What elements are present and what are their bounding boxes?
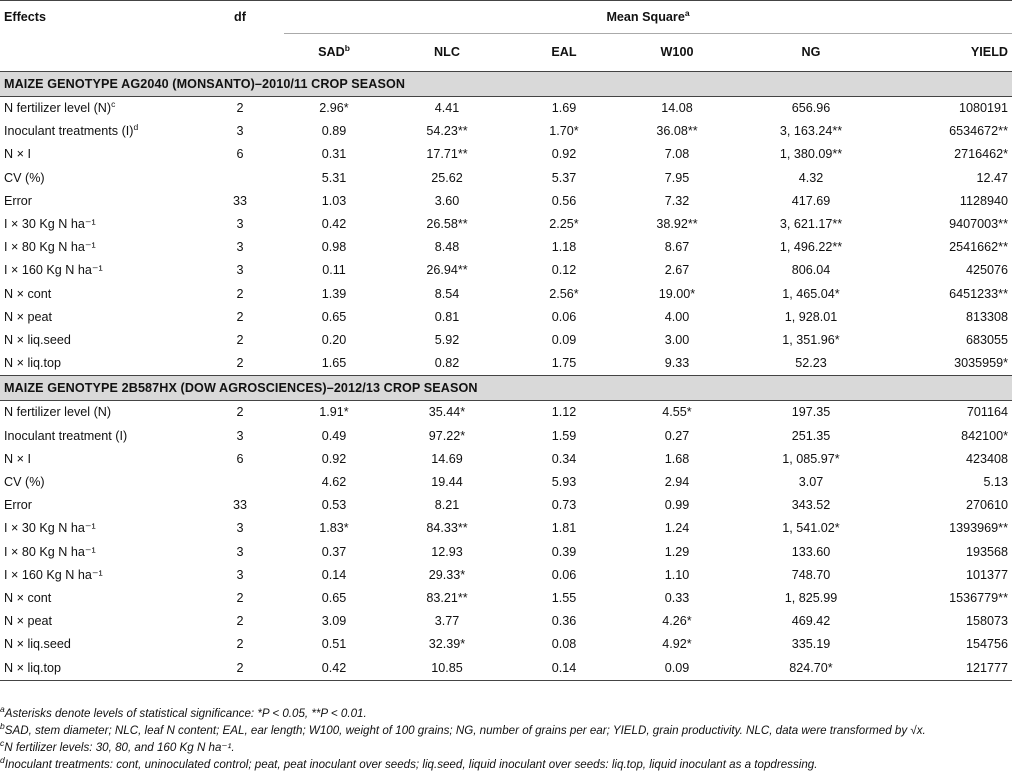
effect-cell	[0, 541, 196, 564]
eal-cell: 5.93	[551, 475, 577, 490]
sad-cell: 4.62	[321, 475, 347, 490]
table-footnotes	[0, 705, 1010, 773]
eal-cell: 0.56	[551, 193, 577, 208]
col-header-w100	[618, 34, 736, 72]
eal-cell: 1.59	[551, 428, 577, 443]
effect-cell	[0, 143, 196, 166]
effect-cell	[0, 352, 196, 376]
eal-cell: 0.12	[551, 263, 577, 278]
effect-label: CV (%)	[4, 170, 45, 185]
sad-cell: 0.65	[321, 591, 347, 606]
effect-label: Inoculant treatment (I)	[4, 428, 128, 443]
eal-cell: 0.09	[551, 333, 577, 348]
effect-label: N × cont	[4, 286, 52, 301]
eal-cell: 0.39	[551, 544, 577, 559]
effect-cell	[0, 425, 196, 448]
nlc-cell: 8.54	[434, 286, 460, 301]
effect-cell	[0, 306, 196, 329]
col-header-label: YIELD	[970, 45, 1008, 59]
sad-cell: 1.91*	[319, 405, 349, 420]
nlc-cell: 83.21**	[426, 591, 468, 606]
footnote-mark: a	[0, 704, 5, 714]
nlc-cell: 4.41	[434, 101, 460, 115]
col-header-label: SAD	[318, 45, 345, 59]
effect-cell	[0, 97, 196, 121]
col-header-eal	[510, 34, 618, 72]
section-title: MAIZE GENOTYPE AG2040 (MONSANTO)–2010/11 CROP SEASON	[0, 72, 1012, 97]
col-header-label: W100	[660, 45, 694, 59]
sad-cell: 0.53	[321, 498, 347, 513]
footnote	[0, 756, 1010, 773]
ng-cell: 656.96	[791, 101, 831, 115]
effect-cell	[0, 610, 196, 633]
effect-cell	[0, 587, 196, 610]
effect-cell	[0, 190, 196, 213]
ng-cell: 469.42	[791, 614, 831, 629]
yield-cell: 2716462*	[954, 147, 1008, 162]
effect-cell	[0, 401, 196, 425]
ng-cell: 417.69	[791, 193, 831, 208]
effect-cell	[0, 236, 196, 259]
ng-cell: 1, 825.99	[784, 591, 838, 606]
df-cell: 2	[236, 591, 244, 606]
effect-label: N × I	[4, 147, 31, 162]
effect-label: N × I	[4, 451, 31, 466]
effect-label: Error	[4, 498, 32, 513]
effect-label: N fertilizer level (N)	[4, 101, 112, 115]
nlc-cell: 25.62	[431, 170, 463, 185]
yield-cell: 2541662**	[949, 240, 1008, 255]
eal-cell: 1.81	[551, 521, 577, 536]
col-header-ng	[736, 34, 886, 72]
yield-cell: 1393969**	[949, 521, 1008, 536]
w100-cell: 19.00*	[658, 286, 696, 301]
df-cell: 33	[232, 498, 247, 513]
w100-cell: 4.00	[664, 309, 690, 324]
yield-cell: 193568	[965, 544, 1008, 559]
col-header-yield	[886, 34, 1012, 72]
table-row	[0, 610, 1012, 633]
table-row	[0, 120, 1012, 143]
df-cell: 3	[236, 240, 244, 255]
section-header-row	[0, 72, 1012, 97]
table-row	[0, 236, 1012, 259]
df-cell: 3	[236, 544, 244, 559]
eal-cell: 0.34	[551, 451, 577, 466]
w100-cell: 1.29	[664, 544, 690, 559]
header-empty-cell	[196, 34, 284, 72]
nlc-cell: 84.33**	[426, 521, 468, 536]
ng-cell: 197.35	[791, 405, 831, 420]
ng-cell: 251.35	[791, 428, 831, 443]
eal-cell: 2.56*	[549, 286, 579, 301]
table-row	[0, 657, 1012, 681]
yield-cell: 154756	[965, 637, 1008, 652]
df-cell	[196, 167, 284, 190]
w100-cell: 14.08	[661, 101, 693, 115]
nlc-cell: 5.92	[434, 333, 460, 348]
effect-label: I × 80 Kg N ha⁻¹	[4, 544, 96, 559]
df-cell: 2	[236, 309, 244, 324]
df-cell: 6	[236, 147, 244, 162]
effect-label: N × liq.seed	[4, 333, 71, 348]
w100-cell: 0.09	[618, 657, 736, 681]
table-row	[0, 259, 1012, 282]
effect-label: Inoculant treatments (I)	[4, 124, 134, 139]
yield-cell: 701164	[966, 405, 1008, 420]
yield-cell: 270610	[965, 498, 1008, 513]
effect-label: I × 160 Kg N ha⁻¹	[4, 567, 103, 582]
sad-cell: 0.51	[321, 637, 347, 652]
yield-cell: 1080191	[958, 101, 1008, 115]
effect-cell	[0, 564, 196, 587]
yield-cell: 6534672**	[949, 124, 1008, 139]
yield-cell: 158073	[965, 614, 1008, 629]
ng-cell: 748.70	[791, 567, 831, 582]
ng-cell: 1, 085.97*	[782, 451, 840, 466]
table-row	[0, 329, 1012, 352]
w100-cell: 4.55*	[662, 405, 692, 420]
df-cell: 2	[236, 637, 244, 652]
ng-cell: 1, 380.09**	[779, 147, 843, 162]
effect-label: N × liq.seed	[4, 637, 71, 652]
nlc-cell: 3.60	[434, 193, 460, 208]
sad-cell: 3.09	[321, 614, 347, 629]
df-cell: 33	[232, 193, 247, 208]
ng-cell: 3.07	[798, 475, 824, 490]
w100-cell: 3.00	[664, 333, 690, 348]
w100-cell: 8.67	[664, 240, 690, 255]
sad-cell: 0.20	[321, 333, 347, 348]
table-row	[0, 401, 1012, 425]
yield-cell: 425076	[965, 263, 1008, 278]
eal-cell: 1.55	[551, 591, 577, 606]
effect-label: CV (%)	[4, 475, 45, 490]
sad-cell: 0.11	[322, 263, 346, 278]
sad-cell: 0.98	[321, 240, 347, 255]
effect-label: I × 30 Kg N ha⁻¹	[4, 521, 96, 536]
effect-footnote-mark: d	[133, 122, 139, 133]
sad-cell: 0.65	[321, 309, 347, 324]
effect-cell	[0, 494, 196, 517]
footnote	[0, 722, 1010, 739]
yield-cell: 1536779**	[949, 591, 1008, 606]
col-header-sad	[284, 34, 384, 72]
ng-cell: 52.23	[795, 356, 827, 371]
df-cell: 2	[236, 356, 244, 371]
footnote-mark: c	[0, 738, 5, 748]
w100-cell: 2.67	[664, 263, 690, 278]
ng-cell: 4.32	[798, 170, 824, 185]
footnote-text: N fertilizer levels: 30, 80, and 160 Kg N ha⁻¹.	[4, 741, 235, 754]
nlc-cell: 3.77	[434, 614, 460, 629]
table-row	[0, 143, 1012, 166]
effect-footnote-mark: c	[111, 99, 116, 109]
effect-cell	[0, 329, 196, 352]
w100-cell: 4.92*	[662, 637, 692, 652]
ng-cell: 1, 928.01	[784, 309, 838, 324]
footnote-mark: d	[0, 755, 5, 765]
w100-cell: 1.24	[664, 521, 690, 536]
eal-cell: 1.69	[551, 101, 577, 115]
eal-cell: 1.12	[551, 405, 577, 420]
effect-label: Error	[4, 193, 32, 208]
ng-cell: 1, 541.02*	[782, 521, 840, 536]
nlc-cell: 0.82	[434, 356, 460, 371]
nlc-cell: 8.21	[434, 498, 460, 513]
section-title: MAIZE GENOTYPE 2B587HX (DOW AGROSCIENCES)–2012/13 CROP SEASON	[0, 376, 1012, 401]
df-cell: 2	[236, 101, 244, 115]
ng-cell: 1, 496.22**	[779, 240, 843, 255]
w100-cell: 7.32	[664, 193, 690, 208]
effect-cell	[0, 657, 196, 681]
table-row	[0, 213, 1012, 236]
section-header-row	[0, 376, 1012, 401]
table-row	[0, 190, 1012, 213]
nlc-cell: 19.44	[431, 475, 463, 490]
df-cell: 2	[236, 286, 244, 301]
effect-cell	[0, 283, 196, 306]
mean-square-label: Mean Square	[606, 10, 685, 24]
nlc-cell: 32.39*	[428, 637, 466, 652]
table-row	[0, 517, 1012, 540]
nlc-cell: 17.71**	[426, 147, 468, 162]
table-row	[0, 306, 1012, 329]
footnote-mark: b	[0, 721, 5, 731]
effect-cell	[0, 120, 196, 143]
col-header-label: NG	[801, 45, 821, 59]
df-cell: 6	[236, 451, 244, 466]
w100-cell: 36.08**	[656, 124, 698, 139]
sad-cell: 0.37	[321, 544, 347, 559]
ng-cell: 133.60	[791, 544, 831, 559]
table-row	[0, 352, 1012, 376]
eal-cell: 0.73	[551, 498, 577, 513]
footnote-text: Asterisks denote levels of statistical significance: *P < 0.05, **P < 0.01.	[4, 707, 367, 720]
eal-cell: 2.25*	[549, 217, 579, 232]
df-cell: 3	[236, 428, 244, 443]
mean-square-footnote-mark: a	[684, 8, 690, 18]
nlc-cell: 35.44*	[428, 405, 466, 420]
yield-cell: 3035959*	[954, 356, 1008, 371]
effects-header: Effects	[0, 1, 196, 34]
nlc-cell: 54.23**	[426, 124, 468, 139]
sad-cell: 0.89	[321, 124, 347, 139]
effect-cell	[0, 517, 196, 540]
eal-cell: 1.70*	[549, 124, 579, 139]
header-row-2	[0, 34, 1012, 72]
eal-cell: 0.08	[551, 637, 577, 652]
effect-cell	[0, 448, 196, 471]
eal-cell: 0.14	[510, 657, 618, 681]
effect-cell	[0, 259, 196, 282]
table-row	[0, 97, 1012, 121]
w100-cell: 0.99	[664, 498, 690, 513]
nlc-cell: 26.94**	[426, 263, 468, 278]
nlc-cell: 8.48	[434, 240, 460, 255]
footnote	[0, 705, 1010, 722]
effect-label: N × cont	[4, 591, 52, 606]
df-cell: 3	[236, 521, 244, 536]
df-cell: 2	[196, 657, 284, 681]
w100-cell: 0.27	[664, 428, 690, 443]
header-row-1	[0, 1, 1012, 34]
eal-cell: 0.06	[551, 309, 577, 324]
table-row	[0, 425, 1012, 448]
w100-cell: 9.33	[664, 356, 690, 371]
df-cell: 3	[236, 124, 244, 139]
eal-cell: 0.36	[551, 614, 577, 629]
effect-label: N × peat	[4, 309, 52, 324]
footnote-text: SAD, stem diameter; NLC, leaf N content; EAL, ear length; W100, weight of 100 grains; NG, number of grains per ear; YIELD, grain productivity. NLC, data were transformed by √x.	[4, 724, 926, 737]
effect-cell	[0, 213, 196, 236]
table-row	[0, 564, 1012, 587]
header-empty-cell	[0, 34, 196, 72]
footnote-text: Inoculant treatments: cont, uninoculated control; peat, peat inoculant over seeds; liq.seed, liquid inoculant over seeds: liq.top, liquid inoculant as a topdressing.	[4, 758, 818, 771]
ng-cell: 1, 465.04*	[782, 286, 840, 301]
w100-cell: 1.68	[664, 451, 690, 466]
ng-cell: 3, 163.24**	[779, 124, 843, 139]
w100-cell: 2.94	[664, 475, 690, 490]
ng-cell: 1, 351.96*	[782, 333, 840, 348]
table-row	[0, 167, 1012, 190]
yield-cell: 5.13	[983, 475, 1008, 490]
ng-cell: 343.52	[791, 498, 831, 513]
df-cell: 3	[236, 263, 244, 278]
nlc-cell: 26.58**	[426, 217, 468, 232]
footnote	[0, 739, 1010, 756]
w100-cell: 0.33	[664, 591, 690, 606]
effect-cell	[0, 633, 196, 656]
df-cell: 3	[236, 567, 244, 582]
table-row	[0, 471, 1012, 494]
effect-label: I × 160 Kg N ha⁻¹	[4, 263, 103, 278]
w100-cell: 38.92**	[656, 217, 698, 232]
table-body	[0, 72, 1012, 681]
sad-cell: 1.39	[321, 286, 347, 301]
table-row	[0, 541, 1012, 564]
yield-cell: 6451233**	[949, 286, 1008, 301]
yield-cell: 9407003**	[949, 217, 1008, 232]
eal-cell: 5.37	[551, 170, 577, 185]
w100-cell: 4.26*	[662, 614, 692, 629]
eal-cell: 0.92	[551, 147, 577, 162]
effect-cell	[0, 167, 196, 190]
nlc-cell: 12.93	[431, 544, 463, 559]
ng-cell: 806.04	[791, 263, 831, 278]
sad-cell: 0.42	[284, 657, 384, 681]
yield-cell: 423408	[965, 451, 1008, 466]
effect-label: N × liq.top	[4, 660, 62, 675]
yield-cell: 683055	[965, 333, 1008, 348]
effect-label: I × 80 Kg N ha⁻¹	[4, 240, 96, 255]
df-cell	[196, 471, 284, 494]
sad-cell: 1.03	[321, 193, 347, 208]
sad-cell: 0.31	[321, 147, 347, 162]
sad-cell: 1.65	[321, 356, 347, 371]
sad-cell: 0.14	[321, 567, 347, 582]
effect-label: N × liq.top	[4, 356, 62, 371]
ng-cell: 335.19	[791, 637, 831, 652]
df-cell: 2	[236, 614, 244, 629]
w100-cell: 7.08	[664, 147, 690, 162]
nlc-cell: 10.85	[384, 657, 510, 681]
nlc-cell: 29.33*	[428, 567, 466, 582]
nlc-cell: 97.22*	[428, 428, 466, 443]
yield-cell: 842100*	[961, 428, 1008, 443]
sad-cell: 1.83*	[319, 521, 349, 536]
df-cell: 2	[236, 405, 244, 420]
ng-cell: 824.70*	[736, 657, 886, 681]
table-row	[0, 494, 1012, 517]
effect-cell	[0, 471, 196, 494]
yield-cell: 1128940	[959, 193, 1008, 208]
df-header: df	[196, 1, 284, 34]
table-row	[0, 283, 1012, 306]
table-row	[0, 587, 1012, 610]
df-cell: 3	[236, 217, 244, 232]
sad-footnote-mark: b	[344, 43, 350, 53]
w100-cell: 7.95	[664, 170, 690, 185]
ng-cell: 3, 621.17**	[779, 217, 843, 232]
eal-cell: 1.18	[551, 240, 577, 255]
sad-cell: 5.31	[321, 170, 347, 185]
mean-square-header	[284, 1, 1012, 34]
col-header-nlc	[384, 34, 510, 72]
col-header-label: EAL	[551, 45, 577, 59]
yield-cell: 121777	[886, 657, 1012, 681]
effect-label: N × peat	[4, 614, 52, 629]
sad-cell: 0.42	[321, 217, 347, 232]
yield-cell: 12.47	[976, 170, 1008, 185]
df-cell: 2	[236, 333, 244, 348]
sad-cell: 0.92	[321, 451, 347, 466]
nlc-cell: 0.81	[434, 309, 460, 324]
yield-cell: 813308	[965, 309, 1008, 324]
col-header-label: NLC	[434, 45, 460, 59]
w100-cell: 1.10	[664, 567, 690, 582]
table-row	[0, 633, 1012, 656]
eal-cell: 0.06	[551, 567, 577, 582]
table-row	[0, 448, 1012, 471]
effect-label: I × 30 Kg N ha⁻¹	[4, 217, 96, 232]
yield-cell: 101377	[965, 567, 1008, 582]
nlc-cell: 14.69	[431, 451, 463, 466]
eal-cell: 1.75	[551, 356, 577, 371]
sad-cell: 2.96*	[319, 101, 349, 115]
sad-cell: 0.49	[321, 428, 347, 443]
effect-label: N fertilizer level (N)	[4, 405, 112, 420]
